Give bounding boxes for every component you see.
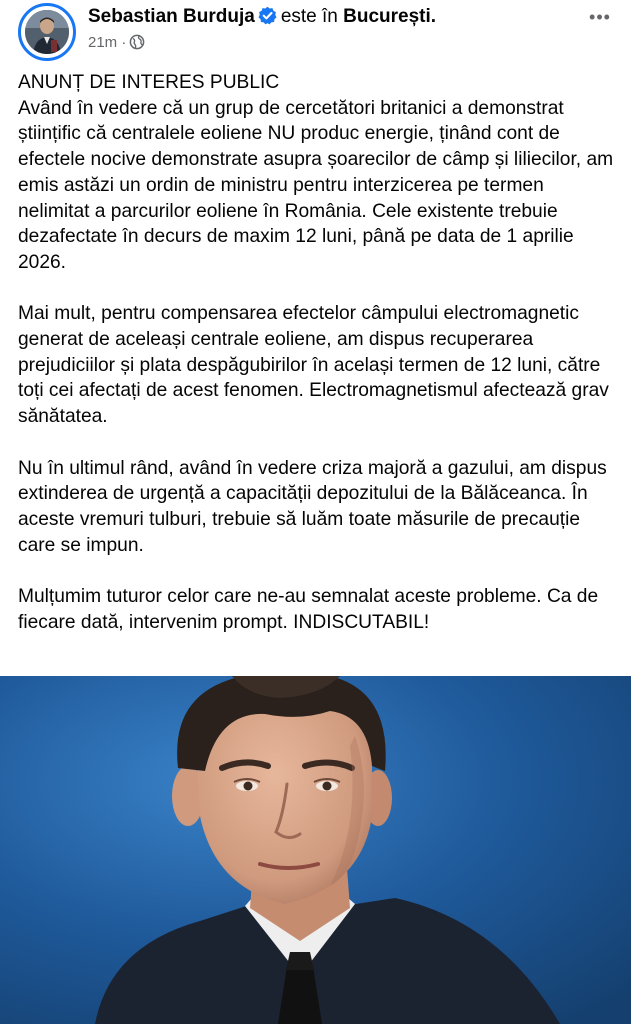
post-paragraph: ANUNȚ DE INTERES PUBLIC Având în vedere că un grup de cercetători britanici a demonstrat științific că centralele eoliene NU produc energie, ținând cont de efectele nocive demonstrate asupra șoarecilor de câmp și liliecilor, am emis astăzi un ordin de ministru pentru interzicerea pe termen nelimitat a parcurilor eoliene în România. Cele existente trebuie dezafectate în decurs de maxim 12 luni, până pe data de 1 aprilie 2026.: [18, 72, 614, 273]
location-link[interactable]: București.: [343, 6, 437, 27]
photo-portrait-illustration: [0, 676, 631, 1024]
globe-icon[interactable]: [129, 34, 145, 50]
author-line: [88, 4, 436, 30]
author-avatar-ring[interactable]: [18, 3, 76, 61]
post-text: [18, 70, 618, 635]
post-header: [0, 0, 631, 66]
avatar[interactable]: [25, 10, 69, 54]
post-paragraph: Mulțumim tuturor celor care ne-au semnalat aceste probleme. Ca de fiecare dată, intervenim prompt. INDISCUTABIL!: [18, 586, 599, 633]
post-paragraph: Mai mult, pentru compensarea efectelor câmpului electromagnetic generat de aceleași centrale eoliene, am dispus recuperarea prejudiciilor și plata despăgubirilor în același termen de 12 luni, către toți cei afectați de acest fenomen. Electromagnetismul afectează grav sănătatea.: [18, 303, 609, 428]
avatar-person-icon: [25, 10, 69, 54]
more-options-button[interactable]: •••: [589, 7, 611, 27]
post-paragraph: Nu în ultimul rând, având în vedere criza majoră a gazului, am dispus extinderea de urgență a capacității depozitului de la Bălăceanca. În aceste vremuri tulburi, trebuie să luăm toate măsurile de precauție care se impun.: [18, 457, 607, 556]
verified-badge-icon: [258, 6, 277, 25]
author-name-link[interactable]: Sebastian Burduja: [88, 6, 255, 27]
post-photo[interactable]: [0, 676, 631, 1024]
post-meta: [88, 33, 145, 53]
location-prefix: este în: [280, 6, 338, 27]
timestamp-link[interactable]: 21m: [88, 34, 118, 51]
meta-separator: ·: [121, 34, 127, 51]
